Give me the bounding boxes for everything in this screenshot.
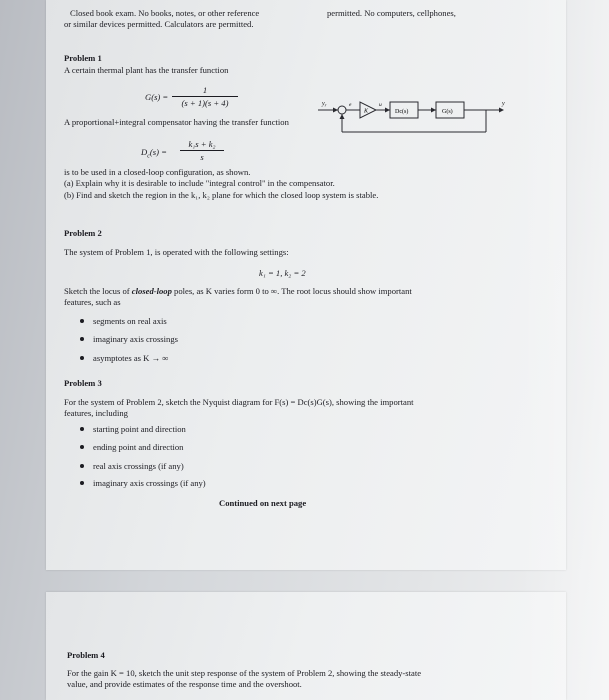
g-block-label: G(s) xyxy=(442,109,453,115)
g-denominator: (s + 1)(s + 4) xyxy=(181,98,229,108)
dc-fraction-bar xyxy=(180,150,224,151)
bullet-dot xyxy=(80,464,84,468)
sketch-text-b: poles, as K varies form 0 to ∞. The root locus should show important xyxy=(171,286,412,296)
problem1-comp-intro: A proportional+integral compensator having the transfer function xyxy=(64,117,289,127)
problem2-sketch-line2: features, such as xyxy=(64,297,121,307)
g-of-s-fraction xyxy=(172,85,238,108)
output-label: y xyxy=(502,101,505,107)
problem2-intro: The system of Problem 1, is operated with the following settings: xyxy=(64,247,289,257)
sketch-text-a: Sketch the locus of xyxy=(64,286,132,296)
error-label: e xyxy=(349,102,352,108)
summing-junction xyxy=(338,106,346,114)
dc-of-s-fraction xyxy=(180,139,224,162)
light-glare xyxy=(519,0,609,700)
problem1-part-a: (a) Explain why it is desirable to include "integral control" in the compensator. xyxy=(64,178,335,188)
problem3-bullet: imaginary axis crossings (if any) xyxy=(80,478,206,489)
closed-loop-block-diagram xyxy=(318,92,508,142)
g-numerator: 1 xyxy=(202,85,208,95)
problem3-bullet: ending point and direction xyxy=(80,442,183,453)
bullet-dot xyxy=(80,481,84,485)
g-fraction-bar xyxy=(172,96,238,97)
dc-block-label: Dc(s) xyxy=(395,109,409,115)
dc-denominator: s xyxy=(200,152,204,162)
bullet-dot xyxy=(80,337,84,341)
problem2-settings: k₁ = 1, k₂ = 2 xyxy=(259,268,306,278)
bullet-dot xyxy=(80,427,84,431)
continued-note: Continued on next page xyxy=(219,498,307,508)
problem3-line2: features, including xyxy=(64,408,128,418)
bullet-dot xyxy=(80,356,84,360)
header-line-1b: permitted. No computers, cellphones, xyxy=(327,8,456,18)
problem4-title: Problem 4 xyxy=(67,650,105,660)
problem3-bullet: starting point and direction xyxy=(80,424,186,435)
problem4-line1: For the gain K = 10, sketch the unit step response of the system of Problem 2, showing the steady-state xyxy=(67,668,422,678)
problem3-title: Problem 3 xyxy=(64,378,102,388)
header-line-1a: Closed book exam. No books, notes, or other reference xyxy=(70,8,260,18)
problem4-line2: value, and provide estimates of the response time and the overshoot. xyxy=(67,679,302,689)
dc-of-s-lhs xyxy=(141,147,167,163)
dc-argument: (s) = xyxy=(149,147,167,157)
problem3-bullet: real axis crossings (if any) xyxy=(80,461,184,472)
problem2-sketch-line1 xyxy=(64,286,412,297)
u-label: u xyxy=(379,102,382,108)
problem2-title: Problem 2 xyxy=(64,228,102,238)
problem2-bullet: imaginary axis crossings xyxy=(80,334,178,345)
sketch-emphasis: closed-loop xyxy=(131,286,172,296)
input-label: $y_r$ xyxy=(322,101,327,108)
bullet-dot xyxy=(80,445,84,449)
problem2-bullet: segments on real axis xyxy=(80,316,167,327)
problem1-after: is to be used in a closed-loop configuration, as shown. xyxy=(64,167,251,177)
gain-label: K xyxy=(364,108,369,115)
g-of-s-lhs: G(s) = xyxy=(145,92,169,102)
problem3-line1: For the system of Problem 2, sketch the Nyquist diagram for F(s) = Dc(s)G(s), showing the important xyxy=(64,397,414,407)
header-line-2: or similar devices permitted. Calculators are permitted. xyxy=(64,19,254,29)
bullet-dot xyxy=(80,319,84,323)
problem2-bullet: asymptotes as K → ∞ xyxy=(80,353,168,364)
problem1-title: Problem 1 xyxy=(64,53,102,63)
dc-subscript: c xyxy=(147,153,150,160)
dc-numerator: k₁s + k₂ xyxy=(188,139,216,149)
dc-letter: D xyxy=(141,147,148,157)
problem1-intro: A certain thermal plant has the transfer function xyxy=(64,65,229,75)
problem1-part-b: (b) Find and sketch the region in the k₁, k₂ plane for which the closed loop system is stable. xyxy=(64,190,379,200)
